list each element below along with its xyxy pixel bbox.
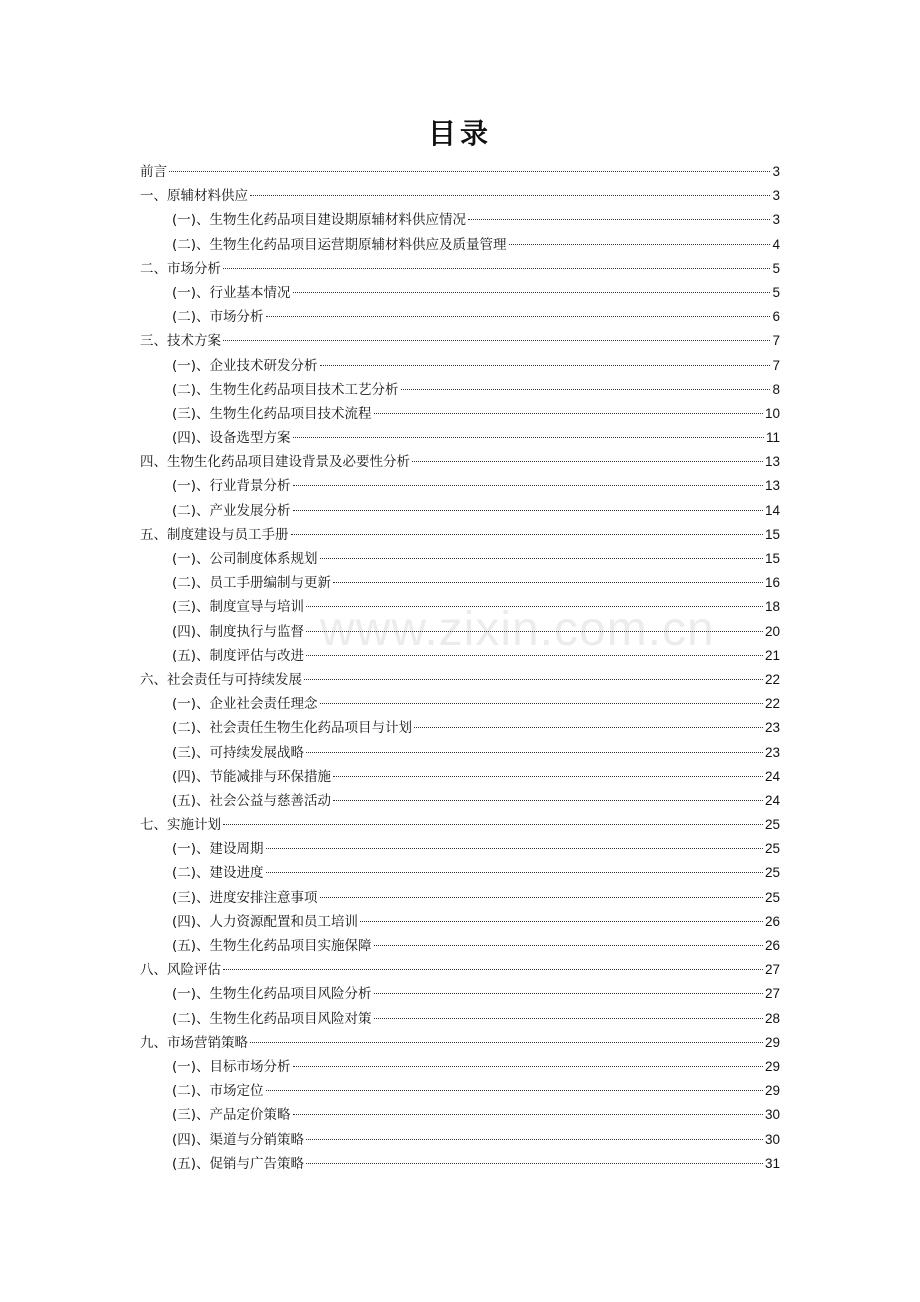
toc-entry-label: 六、社会责任与可持续发展 (140, 671, 302, 688)
toc-entry-page-number: 27 (764, 962, 780, 978)
toc-entry-chapter[interactable] (140, 813, 780, 837)
toc-dot-leader (333, 800, 763, 801)
toc-entry-section[interactable] (140, 644, 780, 668)
toc-dot-leader (223, 969, 763, 970)
toc-entry-page-number: 14 (764, 502, 780, 518)
toc-entry-section[interactable] (140, 474, 780, 498)
toc-dot-leader (306, 631, 763, 632)
toc-entry-label: (二)、产业发展分析 (172, 502, 291, 519)
toc-entry-page-number: 23 (764, 744, 780, 760)
toc-dot-leader (374, 413, 763, 414)
toc-entry-page-number: 26 (764, 938, 780, 953)
toc-entry-chapter[interactable] (140, 1031, 780, 1055)
toc-entry-page-number: 10 (764, 405, 780, 421)
toc-dot-leader (169, 171, 770, 172)
toc-entry-section[interactable] (140, 499, 780, 523)
toc-entry-label: (四)、节能减排与环保措施 (172, 768, 332, 785)
toc-entry-label: 三、技术方案 (140, 333, 221, 350)
toc-dot-leader (320, 365, 771, 366)
toc-entry-label: (二)、建设进度 (172, 865, 264, 882)
toc-dot-leader (304, 679, 763, 680)
toc-entry-label: 一、原辅材料供应 (140, 188, 248, 205)
toc-entry-label: (一)、生物生化药品项目风险分析 (172, 986, 372, 1003)
toc-entry-section[interactable] (140, 1128, 780, 1152)
toc-dot-leader (509, 244, 771, 245)
toc-entry-page-number: 18 (764, 599, 780, 615)
toc-title: 目录 (427, 117, 492, 150)
toc-dot-leader (250, 1042, 763, 1043)
toc-entry-page-number: 29 (764, 1058, 780, 1074)
toc-dot-leader (306, 1139, 763, 1140)
toc-entry-label: (一)、企业社会责任理念 (172, 696, 318, 713)
toc-entry-page-number: 15 (764, 526, 780, 542)
toc-entry-page-number: 25 (764, 865, 780, 881)
toc-dot-leader (333, 582, 763, 583)
toc-entry-chapter[interactable] (140, 668, 780, 692)
toc-entry-section[interactable] (140, 1007, 780, 1031)
toc-entry-page-number: 11 (765, 430, 780, 446)
toc-dot-leader (374, 945, 763, 946)
toc-entry-label: (二)、生物生化药品项目运营期原辅材料供应及质量管理 (172, 236, 507, 253)
table-of-contents (140, 160, 780, 1176)
toc-entry-section[interactable] (140, 571, 780, 595)
toc-entry-page-number: 28 (764, 1010, 780, 1026)
toc-entry-chapter[interactable] (140, 329, 780, 353)
toc-entry-page-number: 31 (764, 1155, 780, 1171)
toc-entry-label: (五)、社会公益与慈善活动 (172, 792, 332, 809)
toc-dot-leader (333, 776, 763, 777)
toc-dot-leader (374, 1018, 763, 1019)
toc-entry-label: (二)、生物生化药品项目风险对策 (172, 1010, 372, 1027)
toc-entry-label: (一)、行业背景分析 (172, 478, 291, 495)
toc-dot-leader (412, 461, 763, 462)
toc-entry-page-number: 3 (772, 164, 780, 179)
toc-entry-page-number: 3 (772, 212, 780, 228)
toc-entry-label: 七、实施计划 (140, 817, 221, 834)
toc-entry-label: (一)、目标市场分析 (172, 1058, 291, 1075)
toc-entry-page-number: 24 (764, 768, 780, 784)
toc-entry-label: 二、市场分析 (140, 260, 221, 277)
toc-dot-leader (223, 824, 763, 825)
toc-entry-page-number: 22 (764, 671, 780, 687)
toc-entry-page-number: 25 (764, 889, 780, 905)
toc-entry-label: (三)、产品定价策略 (172, 1107, 291, 1124)
toc-entry-chapter[interactable] (140, 958, 780, 982)
toc-entry-label: (四)、渠道与分销策略 (172, 1131, 305, 1148)
toc-entry-page-number: 16 (764, 575, 780, 591)
toc-entry-section[interactable] (140, 910, 780, 934)
toc-dot-leader (266, 316, 771, 317)
toc-entry-page-number: 5 (772, 260, 780, 276)
toc-entry-section[interactable] (140, 1079, 780, 1103)
toc-entry-label: (四)、制度执行与监督 (172, 623, 305, 640)
toc-entry-chapter[interactable] (140, 450, 780, 474)
toc-dot-leader (320, 897, 763, 898)
toc-entry-label: (二)、市场定位 (172, 1083, 264, 1100)
toc-dot-leader (293, 1066, 763, 1067)
toc-dot-leader (223, 268, 770, 269)
toc-entry-section[interactable] (140, 741, 780, 765)
toc-dot-leader (306, 1163, 763, 1164)
toc-entry-page-number: 25 (764, 841, 780, 857)
toc-entry-section[interactable] (140, 233, 780, 257)
toc-entry-label: (五)、促销与广告策略 (172, 1155, 305, 1172)
toc-entry-label: (二)、生物生化药品项目技术工艺分析 (172, 381, 399, 398)
toc-entry-page-number: 7 (772, 333, 780, 349)
toc-entry-label: (二)、市场分析 (172, 309, 264, 326)
toc-entry-page-number: 6 (772, 309, 780, 325)
toc-entry-section[interactable] (140, 402, 780, 426)
toc-entry-section[interactable] (140, 595, 780, 619)
toc-entry-section[interactable] (140, 547, 780, 571)
toc-entry-label: 四、生物生化药品项目建设背景及必要性分析 (140, 454, 410, 471)
toc-entry-section[interactable] (140, 861, 780, 885)
toc-dot-leader (293, 292, 771, 293)
toc-entry-section[interactable] (140, 934, 780, 958)
toc-entry-chapter[interactable] (140, 184, 780, 208)
toc-dot-leader (266, 848, 763, 849)
toc-dot-leader (306, 752, 763, 753)
toc-entry-label: 八、风险评估 (140, 962, 221, 979)
toc-entry-section[interactable] (140, 426, 780, 450)
toc-entry-label: 五、制度建设与员工手册 (140, 526, 289, 543)
toc-entry-chapter[interactable] (140, 257, 780, 281)
toc-entry-page-number: 30 (764, 1131, 780, 1147)
toc-dot-leader (293, 437, 764, 438)
toc-entry-page-number: 13 (764, 454, 780, 470)
toc-entry-page-number: 27 (764, 986, 780, 1002)
toc-entry-label: (四)、人力资源配置和员工培训 (172, 913, 359, 930)
toc-dot-leader (468, 219, 770, 220)
toc-entry-section[interactable] (140, 765, 780, 789)
toc-entry-label: (三)、进度安排注意事项 (172, 889, 318, 906)
toc-entry-page-number: 30 (764, 1107, 780, 1123)
toc-entry-page-number: 13 (764, 478, 780, 494)
toc-dot-leader (374, 993, 763, 994)
toc-entry-page-number: 15 (764, 551, 780, 566)
toc-entry-section[interactable] (140, 354, 780, 378)
toc-entry-page-number: 24 (764, 792, 780, 808)
toc-dot-leader (293, 510, 763, 511)
toc-entry-page-number: 25 (764, 817, 780, 833)
toc-entry-label: (五)、生物生化药品项目实施保障 (172, 938, 372, 954)
toc-entry-page-number: 21 (764, 647, 780, 663)
toc-entry-section[interactable] (140, 716, 780, 740)
toc-entry-section[interactable] (140, 692, 780, 716)
toc-entry-section[interactable] (140, 789, 780, 813)
toc-dot-leader (250, 195, 770, 196)
toc-dot-leader (320, 558, 763, 559)
toc-dot-leader (401, 389, 771, 390)
toc-entry-section[interactable] (140, 886, 780, 910)
toc-entry-label: (一)、生物生化药品项目建设期原辅材料供应情况 (172, 212, 467, 229)
toc-entry-page-number: 23 (764, 720, 780, 736)
toc-entry-chapter[interactable] (140, 523, 780, 547)
toc-entry-section[interactable] (140, 1055, 780, 1079)
toc-dot-leader (306, 606, 763, 607)
toc-dot-leader (293, 1114, 763, 1115)
toc-entry-page-number: 3 (772, 188, 780, 204)
toc-entry-page-number: 7 (772, 357, 780, 373)
toc-dot-leader (414, 727, 763, 728)
toc-entry-label: (三)、可持续发展战略 (172, 744, 305, 761)
toc-entry-section[interactable] (140, 378, 780, 402)
toc-entry-section[interactable] (140, 1152, 780, 1176)
toc-entry-section[interactable] (140, 982, 780, 1006)
toc-entry-chapter[interactable] (140, 160, 780, 184)
toc-entry-label: (二)、社会责任生物生化药品项目与计划 (172, 720, 413, 737)
toc-dot-leader (320, 703, 763, 704)
toc-entry-label: (三)、生物生化药品项目技术流程 (172, 405, 372, 422)
toc-entry-section[interactable] (140, 305, 780, 329)
toc-entry-section[interactable] (140, 837, 780, 861)
toc-entry-label: (四)、设备选型方案 (172, 430, 291, 447)
toc-dot-leader (266, 872, 763, 873)
toc-dot-leader (266, 1090, 763, 1091)
toc-entry-label: 九、市场营销策略 (140, 1034, 248, 1051)
watermark: www.zixin.com.cn (320, 603, 715, 656)
toc-entry-section[interactable] (140, 208, 780, 232)
toc-entry-label: (一)、行业基本情况 (172, 284, 291, 301)
toc-entry-label: (三)、制度宣导与培训 (172, 599, 305, 616)
toc-entry-page-number: 4 (772, 236, 780, 252)
toc-entry-section[interactable] (140, 620, 780, 644)
toc-entry-label: 前言 (140, 164, 167, 180)
toc-dot-leader (306, 655, 763, 656)
toc-entry-label: (五)、制度评估与改进 (172, 647, 305, 664)
toc-entry-label: (二)、员工手册编制与更新 (172, 575, 332, 592)
toc-dot-leader (293, 485, 763, 486)
toc-dot-leader (291, 534, 763, 535)
toc-entry-label: (一)、建设周期 (172, 841, 264, 858)
toc-entry-page-number: 26 (764, 913, 780, 929)
toc-entry-page-number: 29 (764, 1083, 780, 1099)
toc-entry-page-number: 29 (764, 1034, 780, 1050)
toc-entry-page-number: 5 (772, 284, 780, 300)
toc-entry-label: (一)、公司制度体系规划 (172, 551, 318, 567)
toc-entry-section[interactable] (140, 281, 780, 305)
toc-entry-label: (一)、企业技术研发分析 (172, 357, 318, 374)
toc-dot-leader (223, 340, 770, 341)
toc-entry-page-number: 20 (764, 623, 780, 639)
toc-entry-page-number: 22 (764, 696, 780, 712)
toc-entry-section[interactable] (140, 1103, 780, 1127)
toc-entry-page-number: 8 (772, 381, 780, 397)
toc-dot-leader (360, 921, 763, 922)
